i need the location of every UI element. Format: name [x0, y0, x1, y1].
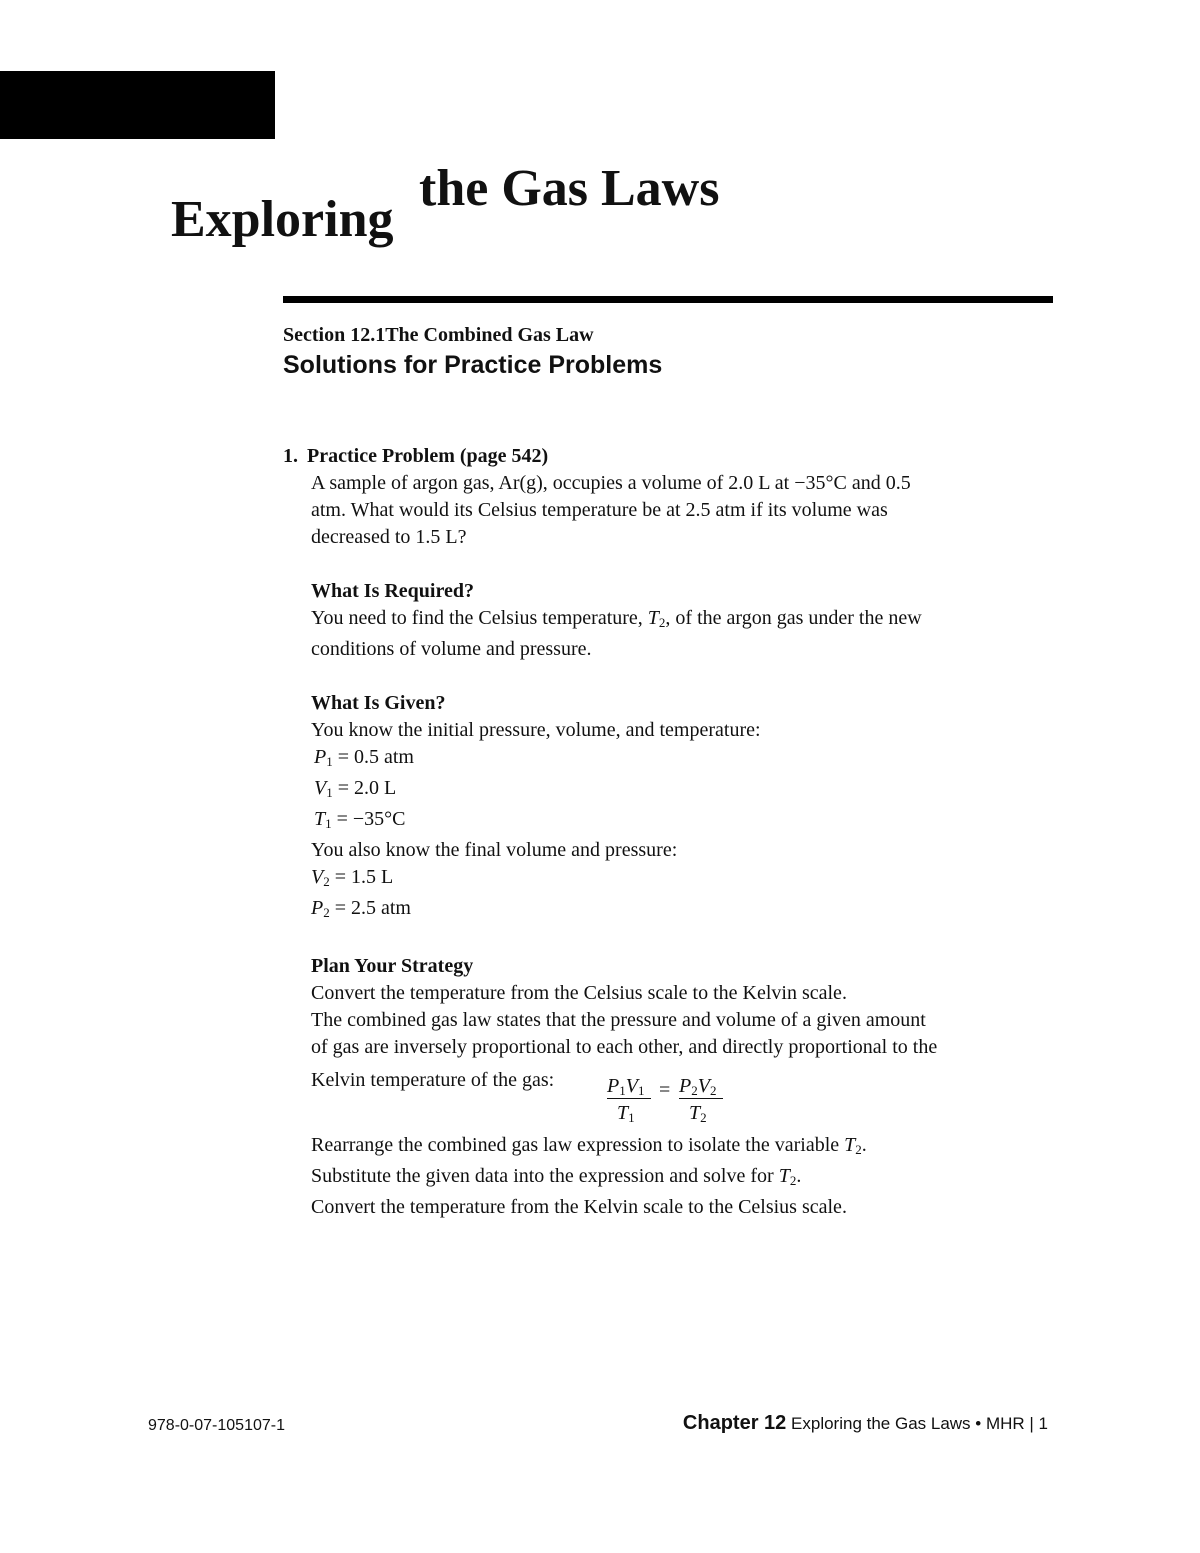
footer-isbn: 978-0-07-105107-1: [148, 1417, 285, 1434]
strategy-line: of gas are inversely proportional to each other, and directly proportional to the: [311, 1036, 938, 1058]
required-line: conditions of volume and pressure.: [311, 638, 592, 660]
problem-number: 1.: [283, 445, 298, 467]
strategy-line: Rearrange the combined gas law expression to isolate the variable $T_2$.: [311, 1134, 867, 1157]
formula-left-numerator: $P_1V_1$: [607, 1075, 645, 1098]
section-label: Section 12.1The Combined Gas Law: [283, 324, 594, 346]
page-title-part-2: the Gas Laws: [419, 160, 720, 217]
strategy-line: Convert the temperature from the Celsius scale to the Kelvin scale.: [311, 982, 847, 1004]
given-heading: What Is Given?: [311, 692, 446, 714]
strategy-heading: Plan Your Strategy: [311, 955, 474, 977]
given-value: $V_2 = 1.5$ L: [311, 866, 394, 889]
given-value: $P_2 = 2.5$ atm: [311, 897, 411, 920]
given-value: $V_1 = 2.0$ L: [314, 777, 397, 800]
given-intro: You also know the final volume and pressure:: [311, 839, 678, 861]
formula-right-numerator: $P_2V_2$: [679, 1075, 717, 1098]
formula-left-fraction: [607, 1073, 653, 1129]
footer-chapter: [683, 1412, 1048, 1435]
solutions-heading: Solutions for Practice Problems: [283, 351, 663, 379]
statement-line: A sample of argon gas, Ar(g), occupies a volume of 2.0 L at −35°C and 0.5: [311, 472, 911, 494]
statement-line: decreased to 1.5 L?: [311, 526, 467, 548]
required-heading: What Is Required?: [311, 580, 474, 602]
problem-body: [311, 470, 1063, 1221]
footer-chapter-label: Chapter 12: [682, 1412, 787, 1434]
strategy-line: Substitute the given data into the expression and solve for $T_2$.: [311, 1165, 802, 1188]
problem-heading: [283, 443, 1063, 470]
page-title-part-1: Exploring: [171, 191, 394, 248]
given-value: $T_1 = -35^\circ C$: [314, 808, 406, 831]
footer-chapter-title: Exploring the Gas Laws • MHR | 1: [786, 1414, 1048, 1433]
statement-line: atm. What would its Celsius temperature be at 2.5 atm if its volume was: [311, 499, 888, 521]
problem-title: Practice Problem (page 542): [307, 445, 549, 467]
formula-left-denominator: $T_1$: [617, 1102, 635, 1125]
formula-right-fraction: [679, 1073, 725, 1129]
strategy-line: The combined gas law states that the pressure and volume of a given amount: [311, 1009, 926, 1031]
given-value: $P_1 = 0.5$ atm: [314, 746, 414, 769]
fraction-bar: [607, 1098, 651, 1099]
given-intro: You know the initial pressure, volume, and temperature:: [311, 719, 761, 741]
formula-intro: Kelvin temperature of the gas:: [311, 1069, 555, 1091]
fraction-bar: [679, 1098, 723, 1099]
strategy-line: Convert the temperature from the Kelvin scale to the Celsius scale.: [311, 1196, 847, 1218]
practice-problem: [283, 443, 1063, 1221]
required-line: You need to find the Celsius temperature, $T_2$, of the argon gas under the new: [311, 607, 922, 630]
formula-right-denominator: $T_2$: [689, 1102, 707, 1125]
formula-equals: =: [659, 1079, 671, 1101]
combined-gas-law-line: [311, 1067, 1063, 1132]
title-divider: [283, 296, 1053, 303]
chapter-tab-block: [0, 71, 275, 139]
